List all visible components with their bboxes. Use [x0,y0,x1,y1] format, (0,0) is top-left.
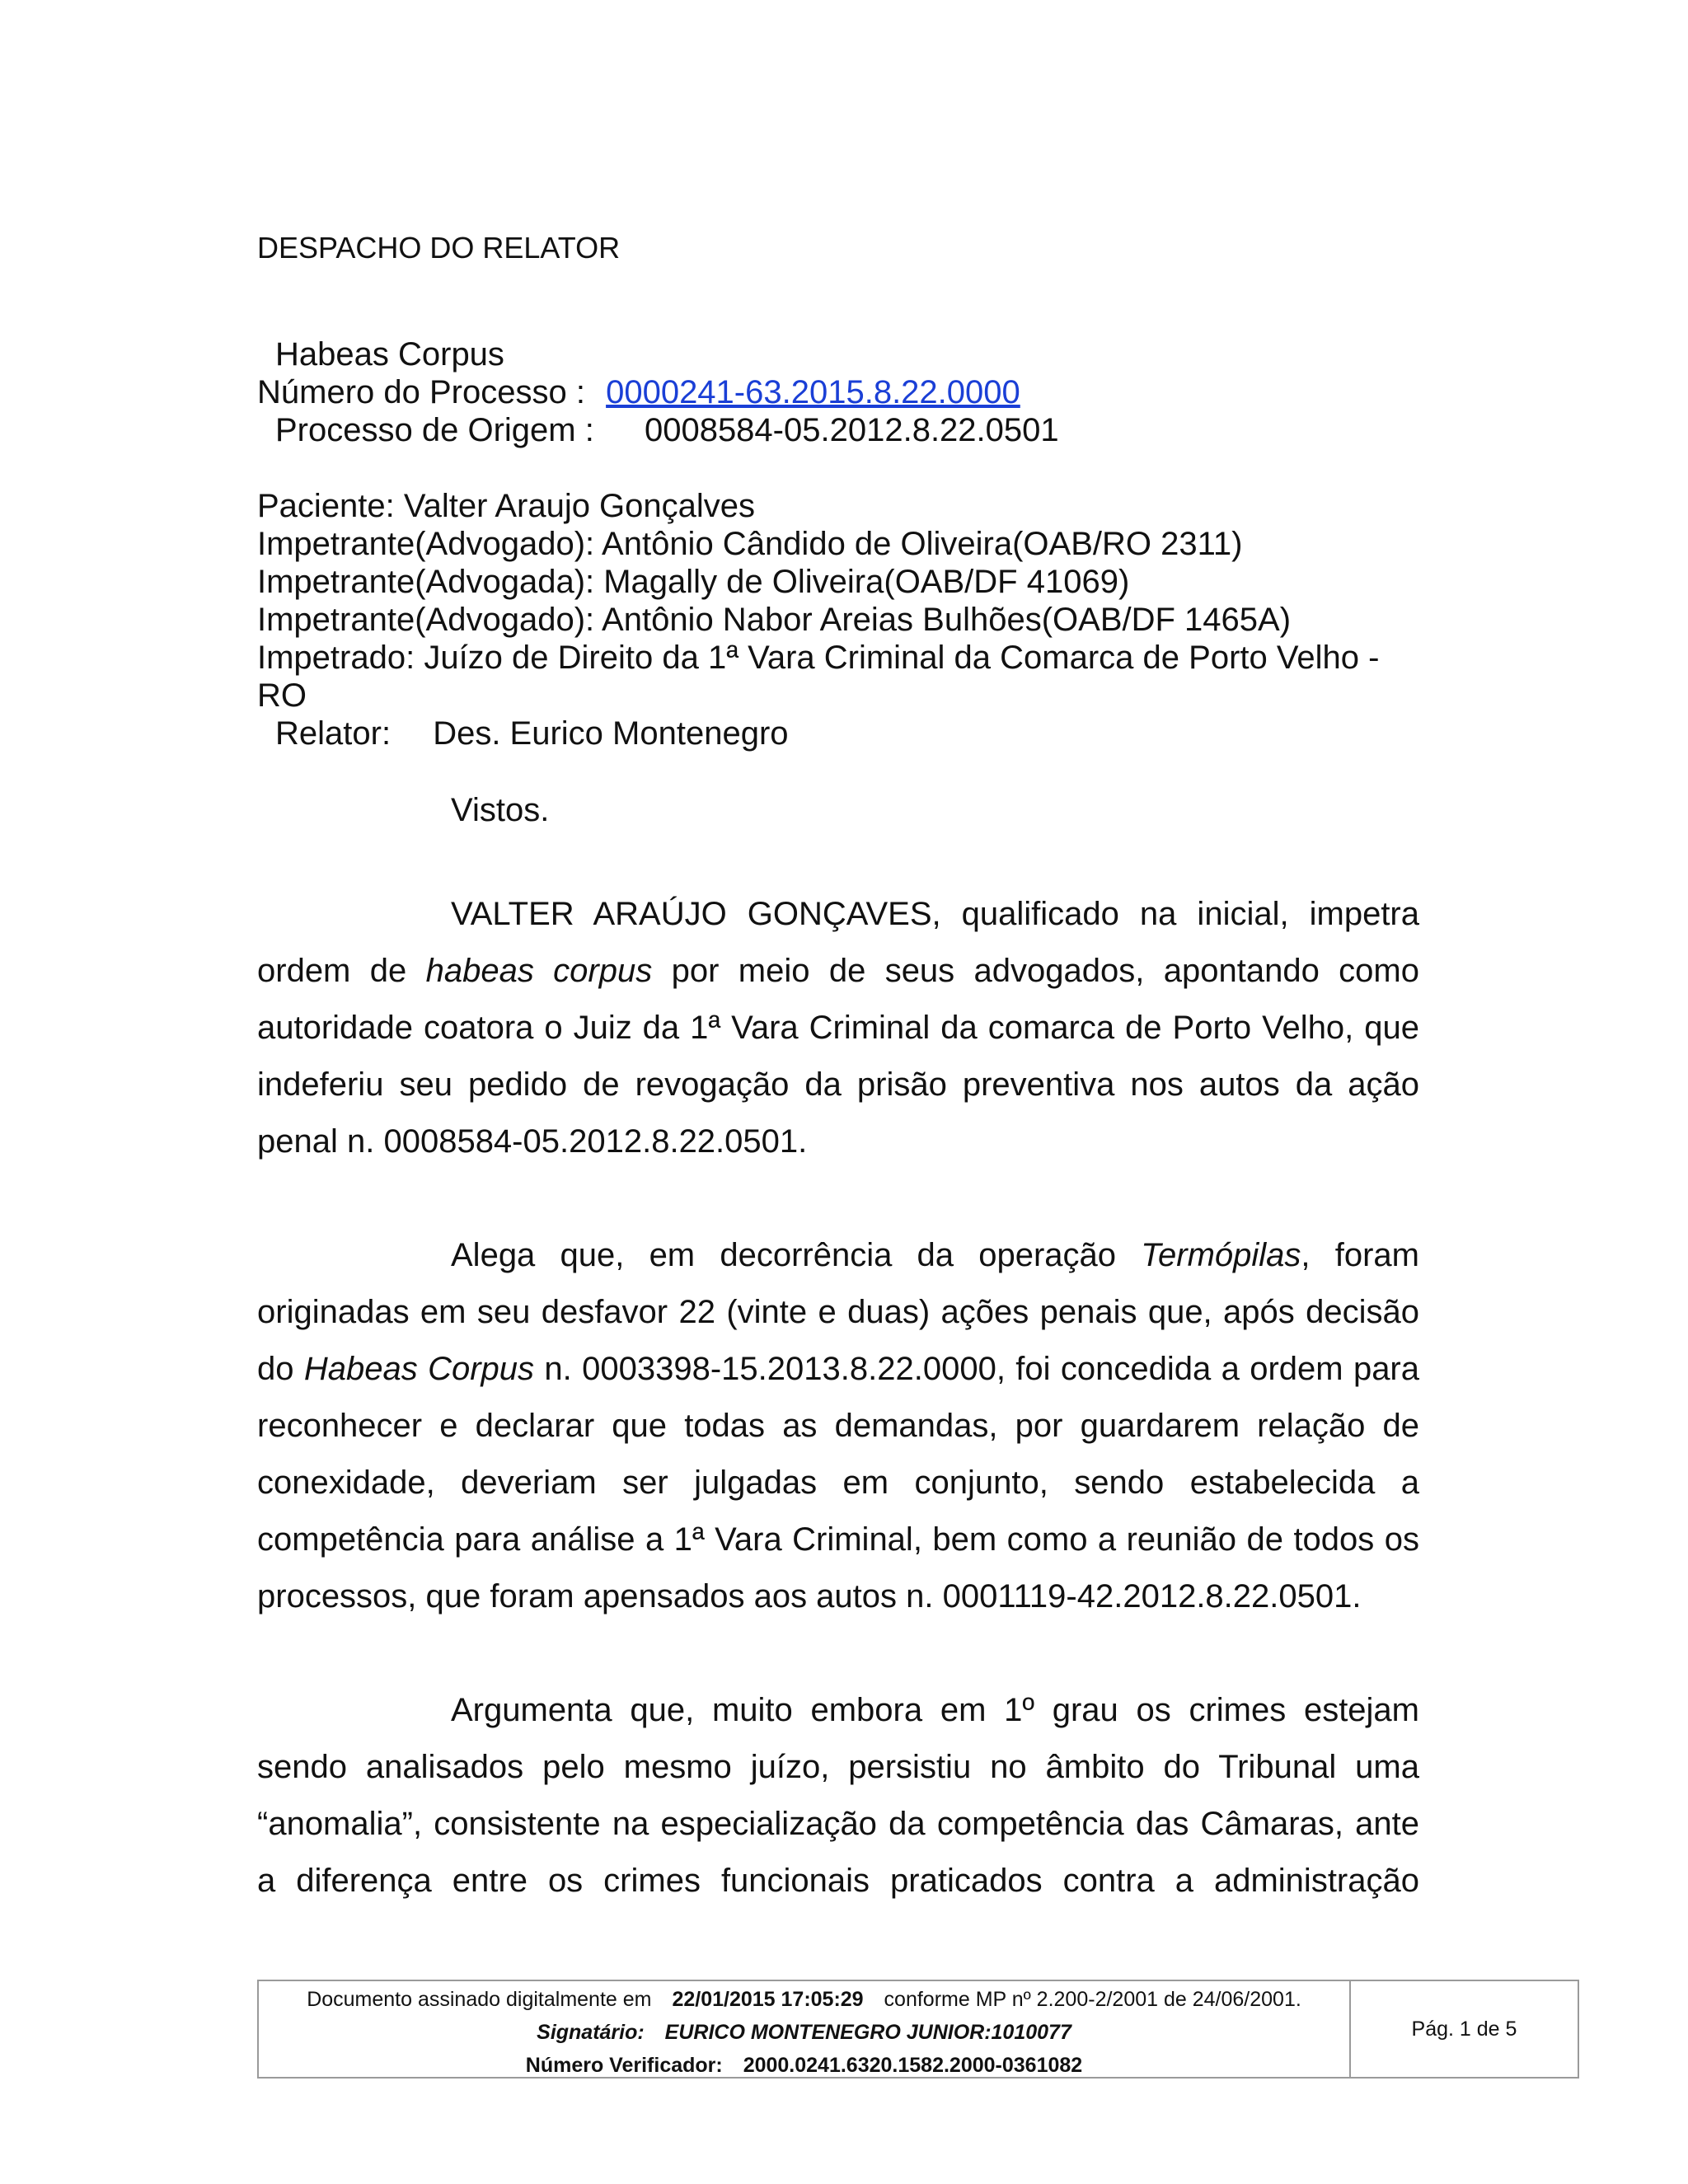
paragraph-1-italic: habeas corpus [425,953,653,989]
paragraph-2-text-a: Alega que, em decorrência da operação [451,1237,1142,1273]
relator-row [275,715,789,752]
signature-line-1 [259,1983,1349,2016]
origin-process-value: 0008584-05.2012.8.22.0501 [644,412,1059,448]
signed-label: Documento assinado digitalmente em [307,1988,652,2011]
relator-label: Relator: [275,715,392,752]
impetrado-line-2: RO [257,677,307,714]
vistos: Vistos. [451,792,550,828]
paragraph-3 [257,1682,1419,1910]
process-number-link[interactable]: 0000241-63.2015.8.22.0000 [606,374,1020,410]
paragraph-2-italic-2: Habeas Corpus [303,1351,535,1387]
impetrante-line-1: Impetrante(Advogado): Antônio Cândido de Oliveira(OAB/RO 2311) [257,526,1243,562]
origin-process-label: Processo de Origem : [275,412,594,448]
paragraph-2-italic-1: Termópilas [1141,1237,1301,1273]
impetrante-line-3: Impetrante(Advogado): Antônio Nabor Areias Bulhões(OAB/DF 1465A) [257,602,1292,638]
verificador-label: Número Verificador: [525,2054,723,2077]
paragraph-1-text-a: VALTER ARAÚJO GONÇAVES, qualificado na inicial, impetra ordem de [257,896,1419,989]
impetrado-line-1: Impetrado: Juízo de Direito da 1ª Vara Criminal da Comarca de Porto Velho - [257,640,1380,676]
paragraph-3-text: Argumenta que, muito embora em 1º grau os crimes estejam sendo analisados pelo mesmo juízo, persistiu no âmbito do Tribunal uma “anomalia”, consistente na especialização da competência das Câmaras, ante a diferença entre os crimes funcionais praticados contra a administração [257,1692,1419,1899]
signature-line-2 [259,2016,1349,2049]
paciente-line: Paciente: Valter Araujo Gonçalves [257,488,756,524]
signature-info [259,1981,1351,2077]
signature-footer [257,1980,1579,2079]
document-title: DESPACHO DO RELATOR [257,231,621,265]
signature-line-3 [259,2049,1349,2082]
signatario-value: EURICO MONTENEGRO JUNIOR:1010077 [664,2021,1071,2044]
paragraph-2-text-c: n. 0003398-15.2013.8.22.0000, foi concedida a ordem para reconhecer e declarar que todas as demandas, por guardarem relação de conexidade, deveriam ser julgadas em conjunto, sendo estabelecida a competência para análise a 1ª Vara Criminal, bem como a reunião de todos os processos, que foram apensados aos autos n. 0001119-42.2012.8.22.0501. [257,1351,1420,1615]
class-label: Habeas Corpus [275,336,504,373]
process-number-row [257,373,1020,411]
paragraph-1-text-b: por meio de seus advogados, apontando como autoridade coatora o Juiz da 1ª Vara Criminal da comarca de Porto Velho, que indeferiu seu pedido de revogação da prisão preventiva nos autos da ação penal n. 0008584-05.2012.8.22.0501. [257,953,1419,1160]
signatario-label: Signatário: [537,2021,645,2044]
paragraph-1 [257,886,1419,1170]
process-number-label: Número do Processo : [257,374,585,410]
impetrante-line-2: Impetrante(Advogada): Magally de Oliveira(OAB/DF 41069) [257,564,1130,600]
verificador-value: 2000.0241.6320.1582.2000-0361082 [743,2054,1083,2077]
signed-date: 22/01/2015 17:05:29 [672,1988,864,2011]
relator-value: Des. Eurico Montenegro [433,715,789,752]
origin-process-row [275,411,1059,449]
paragraph-2-text-b: , foram originadas em seu desfavor 22 (vinte e duas) ações penais que, após decisão do [257,1237,1419,1387]
mp-reference: conforme MP nº 2.200-2/2001 de 24/06/2001. [884,1988,1301,2011]
paragraph-2 [257,1227,1419,1625]
page-number: Pág. 1 de 5 [1411,2017,1517,2041]
